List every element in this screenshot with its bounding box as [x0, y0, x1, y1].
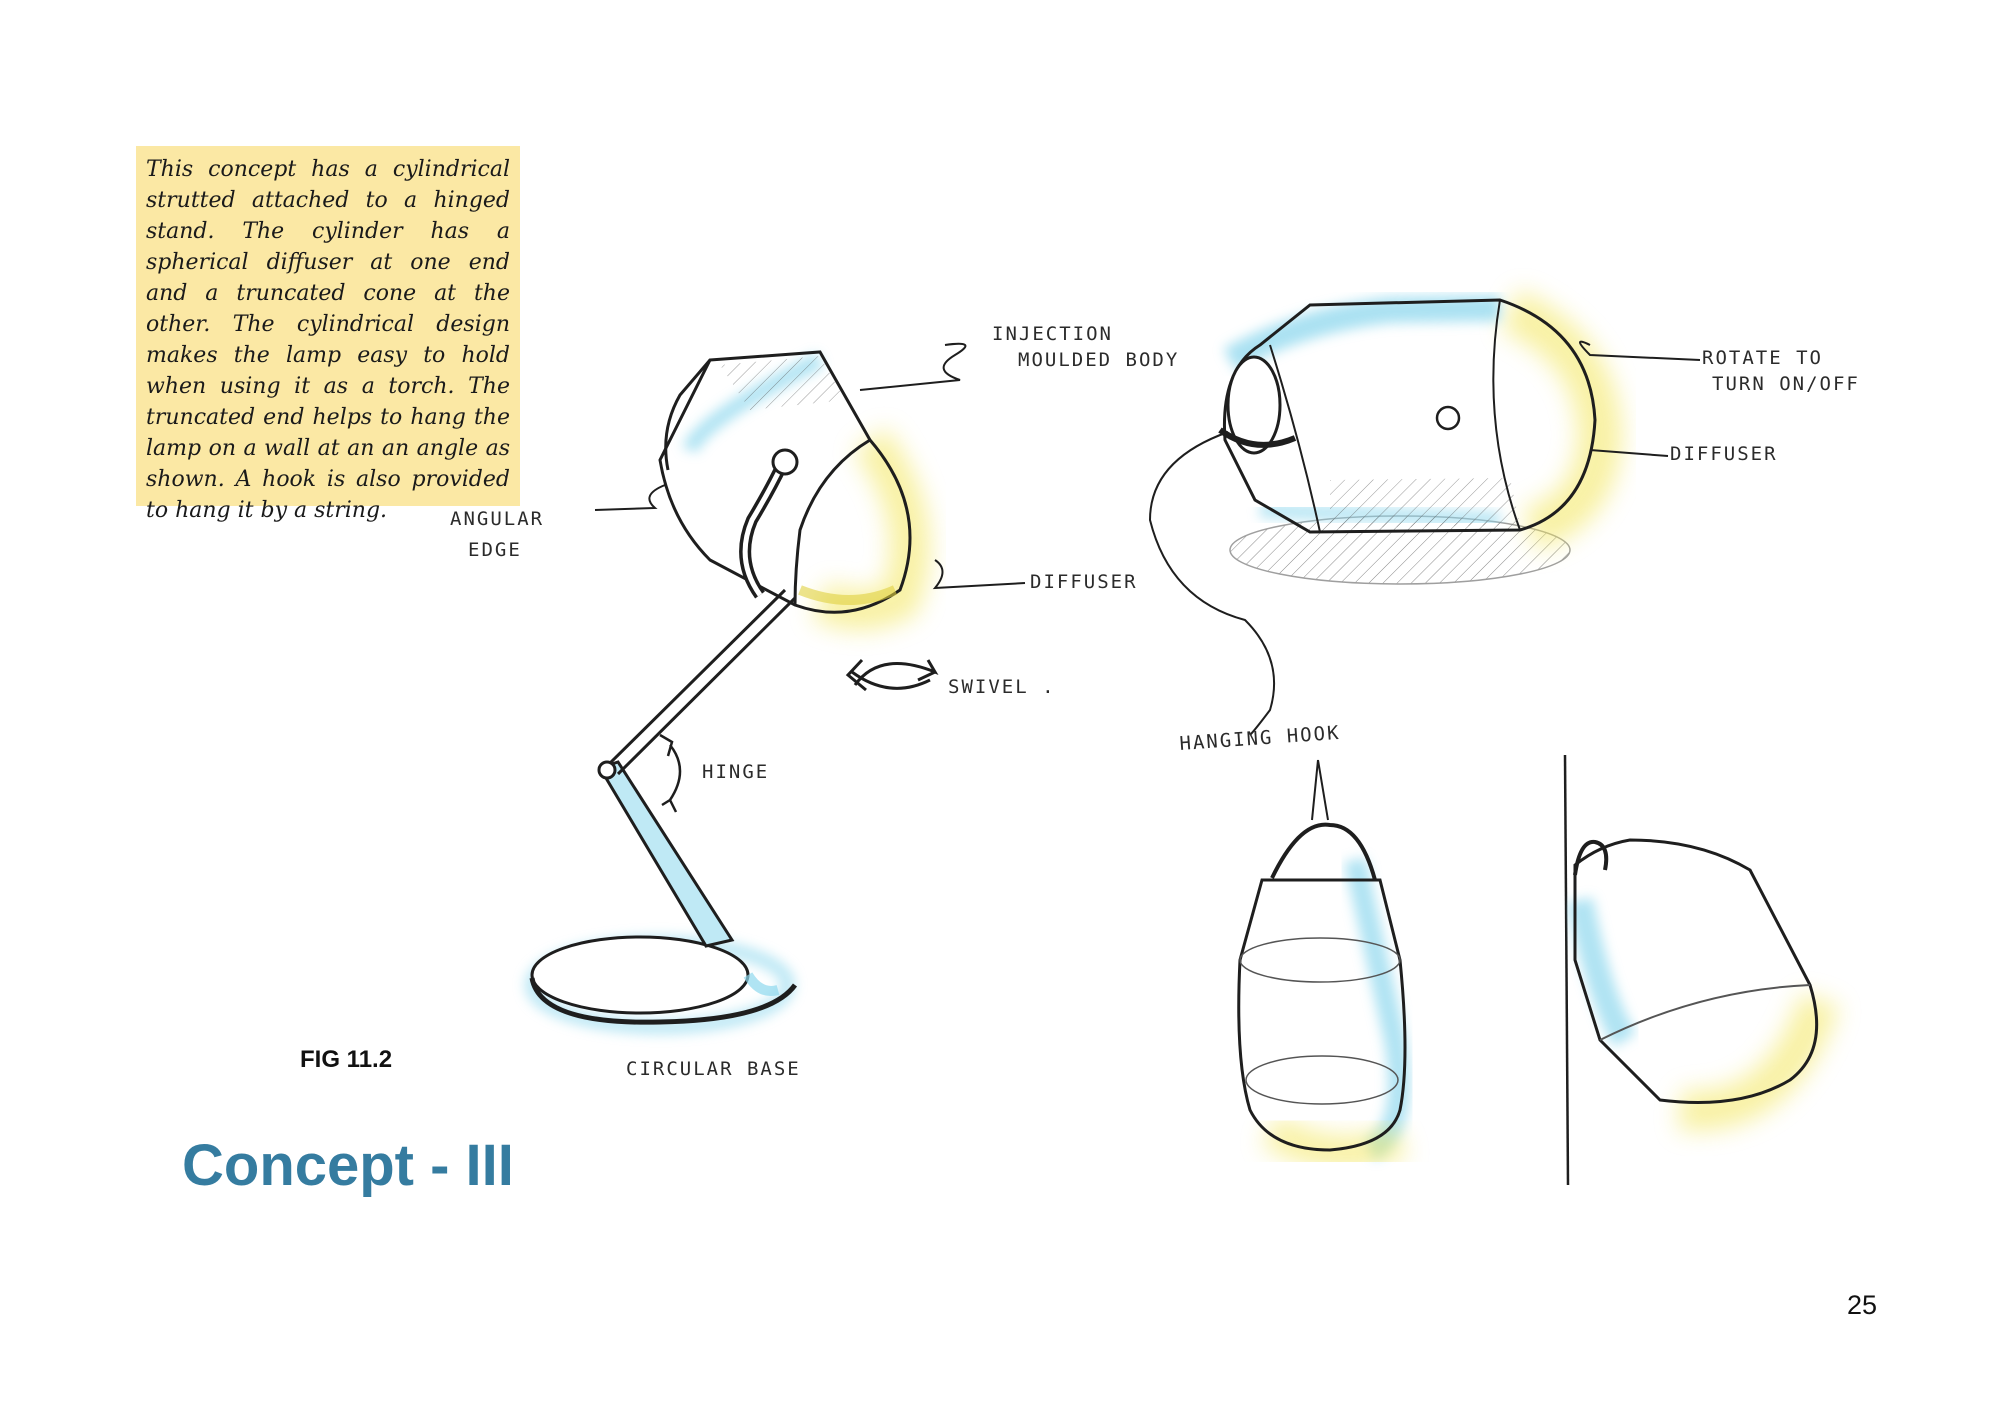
hanging-lamp-sketch: [1239, 760, 1405, 1153]
label-rotate-1: ROTATE TO: [1702, 347, 1823, 369]
label-angular-2: EDGE: [468, 539, 522, 561]
lying-lamp-sketch: [1150, 300, 1700, 735]
page-number: 25: [1847, 1290, 1878, 1320]
label-injection-1: INJECTION: [992, 323, 1113, 345]
label-hinge: HINGE: [702, 761, 770, 783]
figure-label: FIG 11.2: [300, 1046, 393, 1073]
label-circular-base: CIRCULAR BASE: [626, 1058, 801, 1080]
label-rotate-2: TURN ON/OFF: [1712, 373, 1860, 395]
label-angular-1: ANGULAR: [450, 508, 545, 530]
label-diffuser-right: DIFFUSER: [1670, 443, 1778, 465]
label-diffuser-left: DIFFUSER: [1030, 571, 1138, 593]
label-injection-2: MOULDED BODY: [1018, 349, 1180, 371]
page-title: Concept - III: [182, 1133, 514, 1198]
label-hanging-hook: HANGING HOOK: [1178, 721, 1342, 755]
wall-lamp-sketch: [1565, 755, 1820, 1185]
label-swivel: SWIVEL .: [948, 676, 1056, 698]
description-text: This concept has a cylindrical strutted attached to a hinged stand. The cylinder has a spherical diffuser at one end and a truncated cone at the other. The cylindrical design makes the lamp easy to hold when using it as a torch. The truncated end helps to hang the lamp on a wall at an an angle as shown. A hook is also provided to hang it by a string.: [146, 157, 510, 523]
